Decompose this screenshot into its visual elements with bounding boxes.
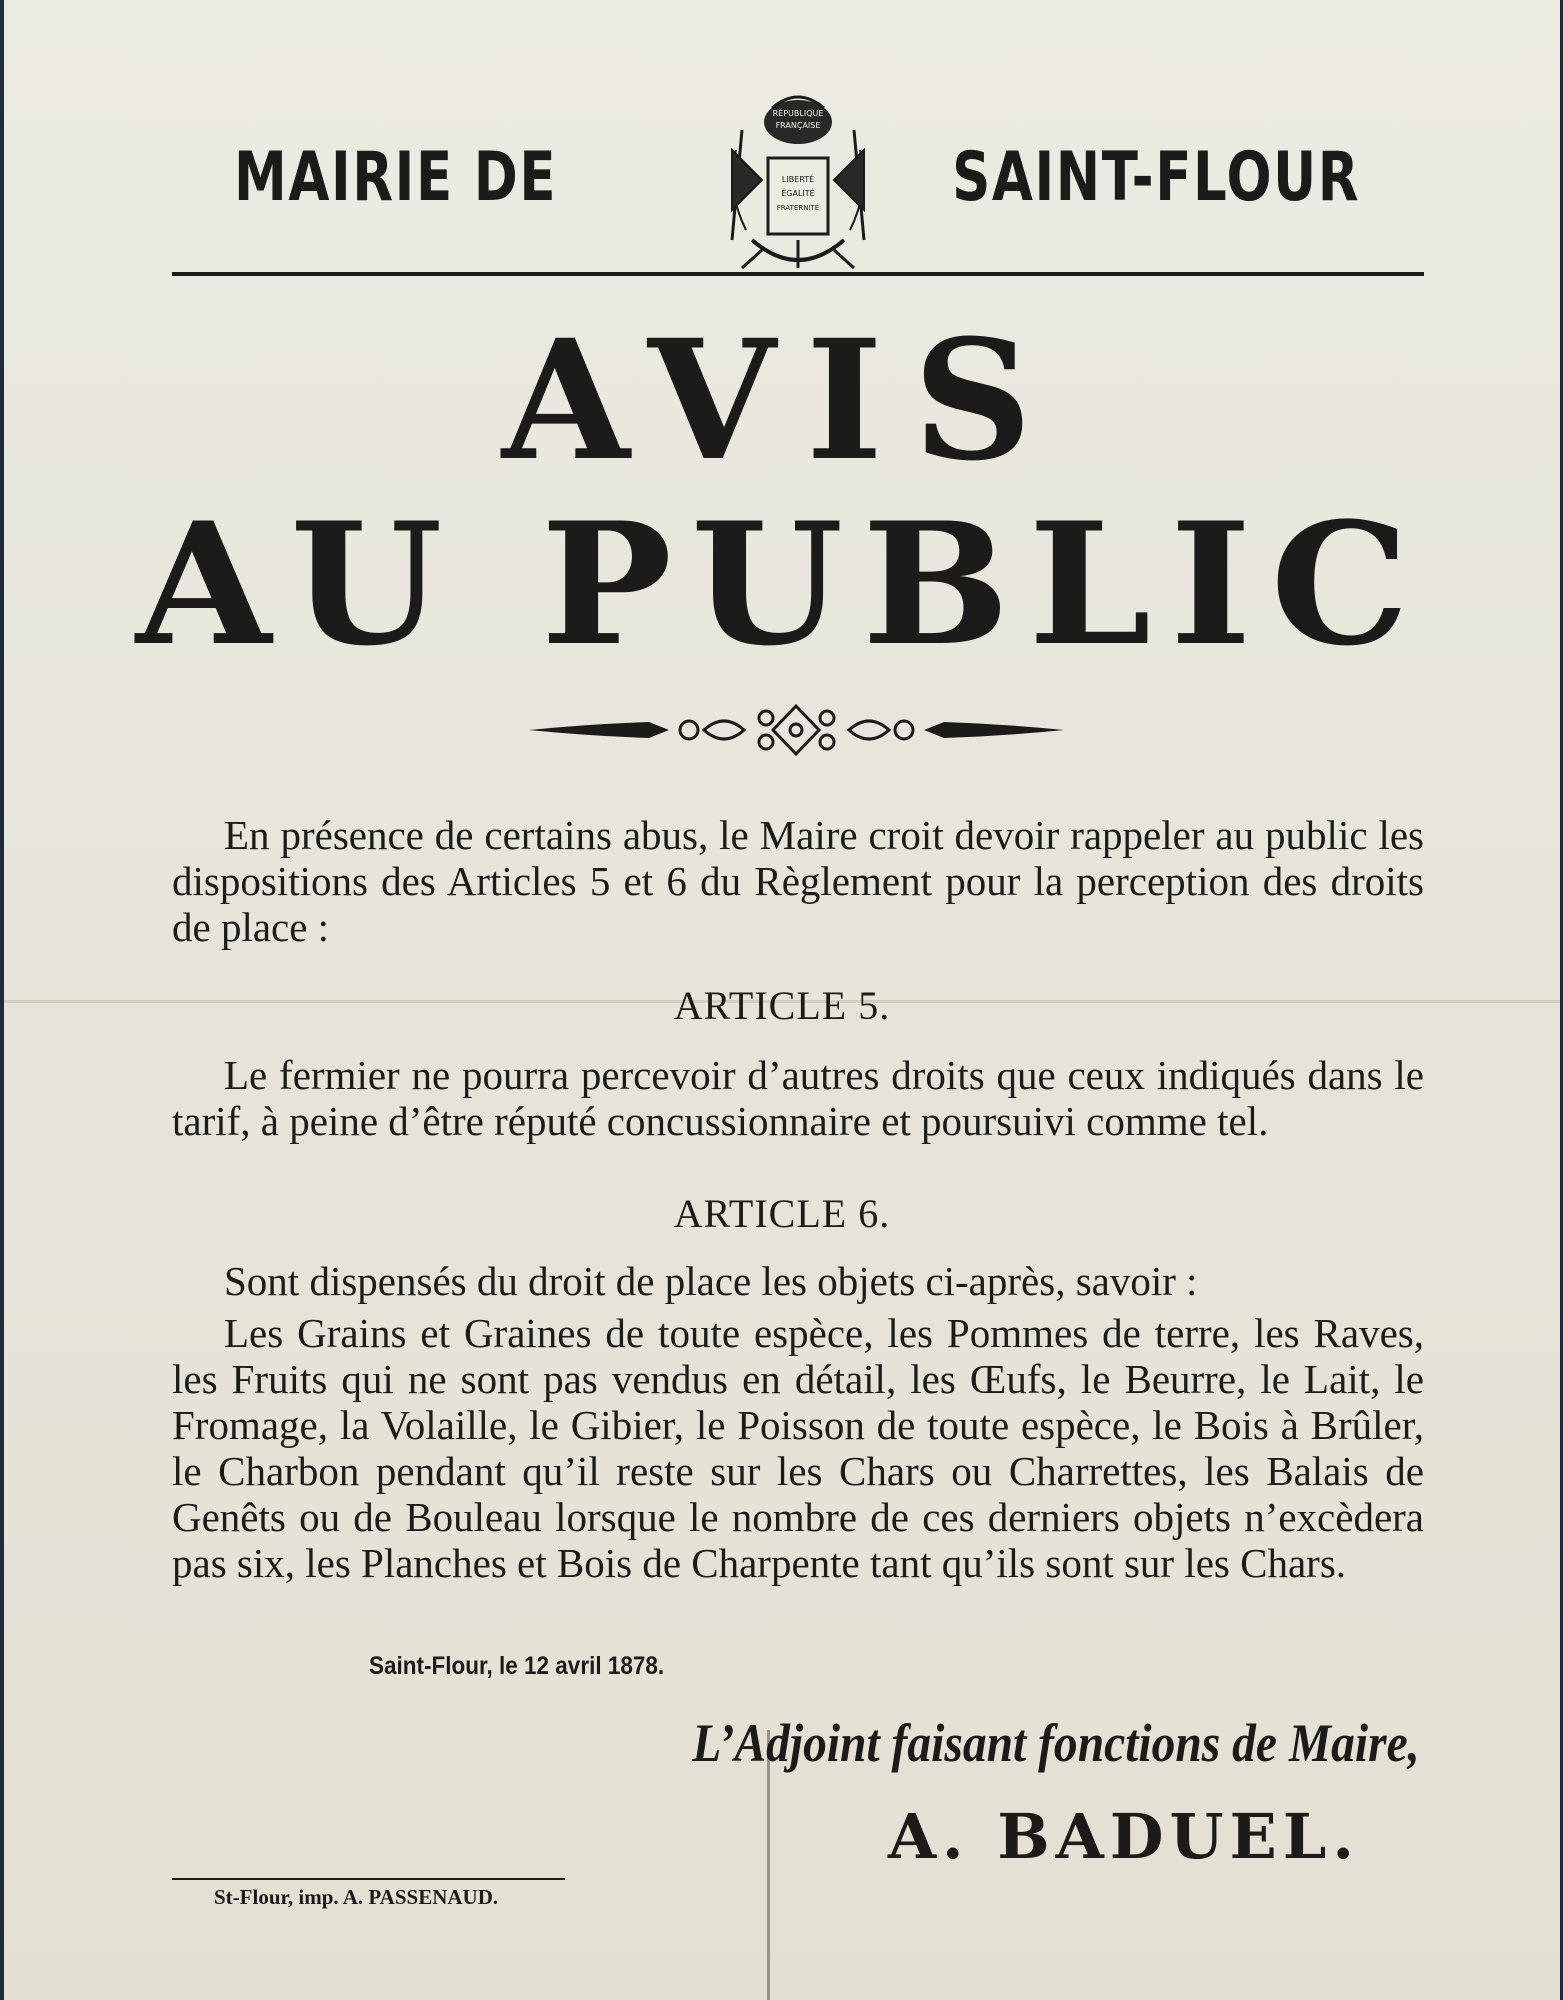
intro-paragraph [172, 812, 1424, 950]
emblem-text: FRANÇAISE [775, 121, 821, 130]
poster [4, 0, 1560, 2000]
signature-title: L’Adjoint faisant fonctions de Maire, [692, 1713, 1420, 1773]
article-6-heading: ARTICLE 6. [673, 1191, 891, 1236]
emblem-text: LIBERTÉ [781, 175, 815, 184]
title-avis: AVIS [501, 303, 1063, 497]
article-5-paragraph [172, 1052, 1424, 1144]
article-6-list: Les Grains et Graines de toute espèce, les Pommes de terre, les Raves, les Fruits qui ne sont pas vendus en détail, les Œufs, le Beurre, le Lait, le Fromage, la Volaille, le Gibier, le Poisson de toute espèce, le Bois à Brûler, le Charbon pendant qu’il reste sur les Chars ou Charrettes, les Balais de Genêts ou de Bouleau lorsque le nombre de ces derniers objets n’excèdera pas six, les Planches et Bois de Charpente tant qu’ils sont sur les Chars. [172, 1310, 1424, 1586]
ornament-divider-icon [529, 702, 1064, 758]
emblem-text: ÉGALITÉ [781, 189, 815, 198]
article-6-intro-paragraph [172, 1258, 1424, 1304]
article-6-list-paragraph [172, 1310, 1424, 1586]
title-au-public: AU PUBLIC [135, 485, 1429, 683]
header-divider [172, 272, 1424, 276]
notice-date: Saint-Flour, le 12 avril 1878. [369, 1652, 665, 1680]
header-mairie-de: MAIRIE DE [234, 138, 558, 217]
printer-divider [172, 1878, 565, 1880]
printer-credit: St-Flour, imp. A. PASSENAUD. [214, 1885, 499, 1909]
article-5-heading: ARTICLE 5. [673, 983, 891, 1028]
emblem-text: FRATERNITÉ [776, 204, 820, 212]
article-6-intro: Sont dispensés du droit de place les objets ci-après, savoir : [224, 1258, 1198, 1304]
header-saint-flour: SAINT-FLOUR [951, 138, 1360, 217]
intro-text: En présence de certains abus, le Maire croit devoir rappeler au public les dispositions des Articles 5 et 6 du Règlement pour la perception des droits de place : [172, 812, 1424, 950]
emblem-text: RÉPUBLIQUE [772, 109, 824, 118]
article-5-text: Le fermier ne pourra percevoir d’autres droits que ceux indiqués dans le tarif, à peine d’être réputé concussionnaire et poursuivi comme tel. [172, 1052, 1424, 1144]
signature-name: A. BADUEL. [887, 1800, 1360, 1873]
republic-emblem-icon [722, 90, 874, 272]
